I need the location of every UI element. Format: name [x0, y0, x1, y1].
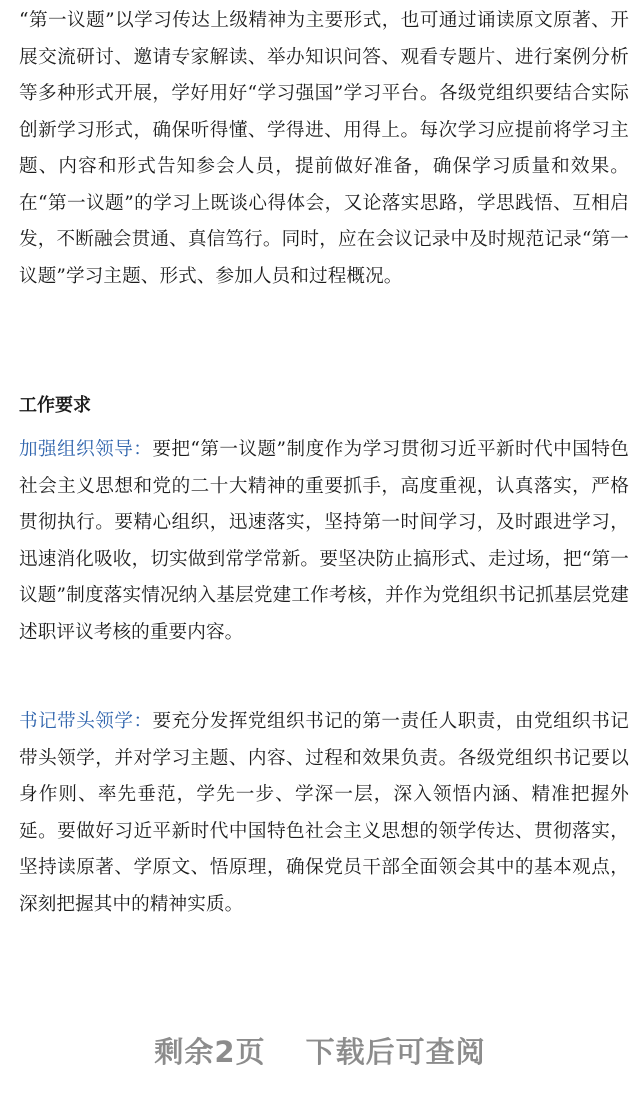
- requirement-lead-organization: 加强组织领导：: [19, 439, 153, 460]
- download-prompt[interactable]: [0, 1030, 640, 1074]
- requirement-paragraph-organization: [19, 432, 629, 651]
- download-hint-label: 下载后可查阅: [305, 1035, 486, 1069]
- intro-paragraph: “第一议题”以学习传达上级精神为主要形式，也可通过诵读原文原著、开展交流研讨、邀请专家解读、举办知识问答、观看专题片、进行案例分析等多种形式开展，学好用好“学习强国”学习平台。各级党组织要结合实际创新学习形式，确保听得懂、学得进、用得上。每次学习应提前将学习主题、内容和形式告知参会人员，提前做好准备，确保学习质量和效果。在“第一议题”的学习上既谈心得体会，又论落实思路，学思践悟、互相启发，不断融会贯通、真信笃行。同时，应在会议记录中及时规范记录“第一议题”学习主题、形式、参加人员和过程概况。: [19, 10, 629, 287]
- requirement-text-secretary: 要充分发挥党组织书记的第一责任人职责，由党组织书记带头领学，并对学习主题、内容、过程和效果负责。各级党组织书记要以身作则、率先垂范，学先一步、学深一层，深入领悟内涵、精准把握外延。要做好习近平新时代中国特色社会主义思想的领学传达、贯彻落实，坚持读原著、学原文、悟原理，确保党员干部全面领会其中的基本观点，深刻把握其中的精神实质。: [19, 711, 629, 915]
- section-heading: 工作要求: [19, 395, 91, 416]
- requirement-paragraph-secretary: [19, 704, 629, 923]
- remaining-pages-label: 剩余2页: [154, 1035, 266, 1069]
- requirement-text-organization: 要把“第一议题”制度作为学习贯彻习近平新时代中国特色社会主义思想和党的二十大精神的重要抓手，高度重视，认真落实，严格贯彻执行。要精心组织，迅速落实，坚持第一时间学习，及时跟进学习，迅速消化吸收，切实做到常学常新。要坚决防止搞形式、走过场，把“第一议题”制度落实情况纳入基层党建工作考核，并作为党组织书记抓基层党建述职评议考核的重要内容。: [19, 439, 629, 643]
- requirement-lead-secretary: 书记带头领学：: [19, 711, 153, 732]
